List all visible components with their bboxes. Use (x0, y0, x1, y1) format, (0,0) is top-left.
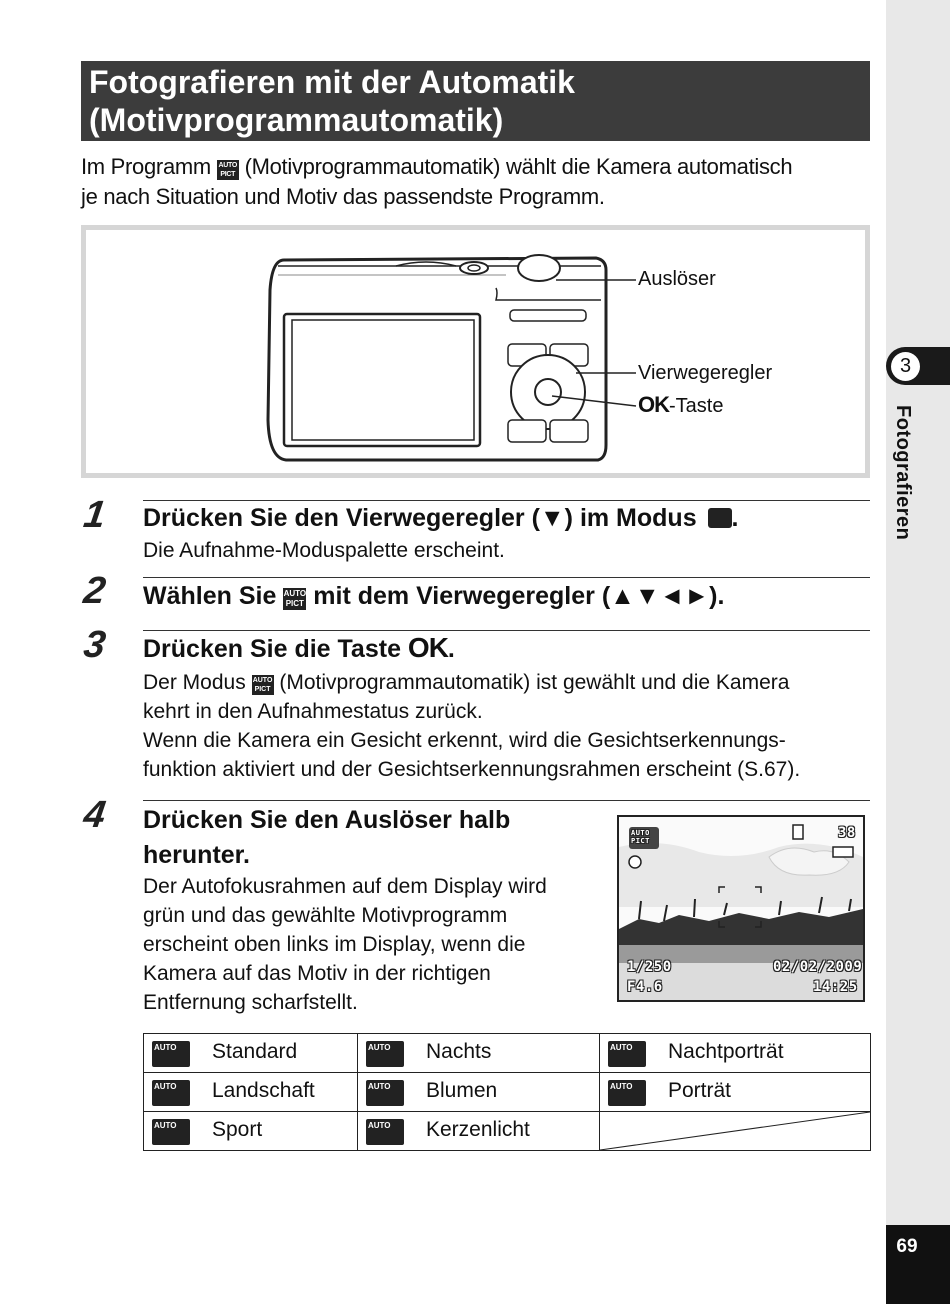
empty-cell (600, 1112, 871, 1151)
ok-button-glyph: OK (407, 632, 448, 663)
title-line-1: Fotografieren mit der Automatik (89, 64, 575, 100)
callout-shutter: Auslöser (638, 268, 716, 290)
callout-ok-button: OK-Taste (638, 392, 724, 417)
auto-pict-icon: AUTO PICT (283, 589, 307, 608)
mode-standard: AUTO Standard (144, 1034, 358, 1073)
step-4-rule (143, 800, 870, 801)
mode-night: AUTO Nachts (358, 1034, 600, 1073)
step-1-rule (143, 500, 870, 501)
mode-candlelight: AUTO Kerzenlicht (358, 1112, 600, 1151)
intro-after: (Motivprogrammautomatik) wählt die Kamera automatisch (244, 154, 793, 179)
title-line-2: (Motivprogrammautomatik) (89, 102, 504, 138)
step-4-heading: Drücken Sie den Auslöser halb herunter. (143, 806, 511, 869)
intro-before: Im Programm (81, 154, 211, 179)
scene-modes-table (143, 1033, 871, 1151)
auto-pict-icon: AUTO PICT (252, 677, 273, 693)
camera-mode-icon (708, 508, 732, 528)
lcd-aperture: F4.6 (627, 979, 663, 995)
auto-pict-icon: AUTO PICT (218, 162, 237, 178)
lcd-time: 14:25 (813, 979, 858, 995)
step-3-number: 3 (81, 624, 109, 666)
empty-cell-diagonal (600, 1112, 870, 1151)
step-1-body: Die Aufnahme-Moduspalette erscheint. (143, 539, 505, 562)
camera-back-illustration (86, 230, 865, 473)
page-number: 69 (896, 1236, 918, 1257)
lcd-display (617, 815, 865, 1002)
mode-night-portrait: AUTO Nachtporträt (600, 1034, 871, 1073)
step-4-number: 4 (81, 794, 109, 836)
lcd-mode-badge: AUTO PICT (631, 829, 650, 845)
mode-landscape: AUTO Landschaft (144, 1073, 358, 1112)
intro-line-2: je nach Situation und Motiv das passendste Programm. (81, 184, 605, 209)
step-3-rule (143, 630, 870, 631)
lcd-shots-remaining: 38 (838, 825, 856, 841)
chapter-number: 3 (891, 352, 920, 381)
intro-paragraph (81, 152, 871, 212)
lcd-date: 02/02/2009 (773, 959, 863, 975)
chapter-label: Fotografieren (892, 405, 914, 541)
step-1-number: 1 (81, 494, 109, 536)
table-row (144, 1073, 871, 1112)
table-row (144, 1112, 871, 1151)
callout-four-way-dial: Vierwegeregler (638, 362, 773, 384)
camera-figure (81, 225, 870, 478)
table-row (144, 1034, 871, 1073)
mode-sport: AUTO Sport (144, 1112, 358, 1151)
lcd-shutter-speed: 1/250 (627, 959, 672, 975)
side-bar (886, 0, 950, 1304)
mode-portrait: AUTO Porträt (600, 1073, 871, 1112)
step-3-heading: Drücken Sie die Taste OK. (143, 632, 455, 663)
step-2-heading: Wählen Sie AUTO PICT mit dem Vierwegeregler (▲▼◄►). (143, 582, 725, 610)
step-4-body: Der Autofokusrahmen auf dem Display wird grün und das gewählte Motivprogramm erscheint oben links im Display, wenn die Kamera auf das Motiv in der richtigen Entfernung scharfstellt. (143, 875, 547, 1014)
mode-flower: AUTO Blumen (358, 1073, 600, 1112)
step-2-number: 2 (81, 570, 109, 612)
step-2-rule (143, 577, 870, 578)
step-1-heading: Drücken Sie den Vierwegeregler (▼) im Modus . (143, 504, 739, 532)
page-title (81, 61, 870, 141)
step-3-body: Der Modus AUTO PICT (Motivprogrammautomatik) ist gewählt und die Kamera kehrt in den Aufnahmestatus zurück. Wenn die Kamera ein Gesicht erkennt, wird die Gesichtserkennungs- funktion aktiviert und der Gesichtserkennungsrahmen erscheint (S.67). (143, 671, 801, 781)
